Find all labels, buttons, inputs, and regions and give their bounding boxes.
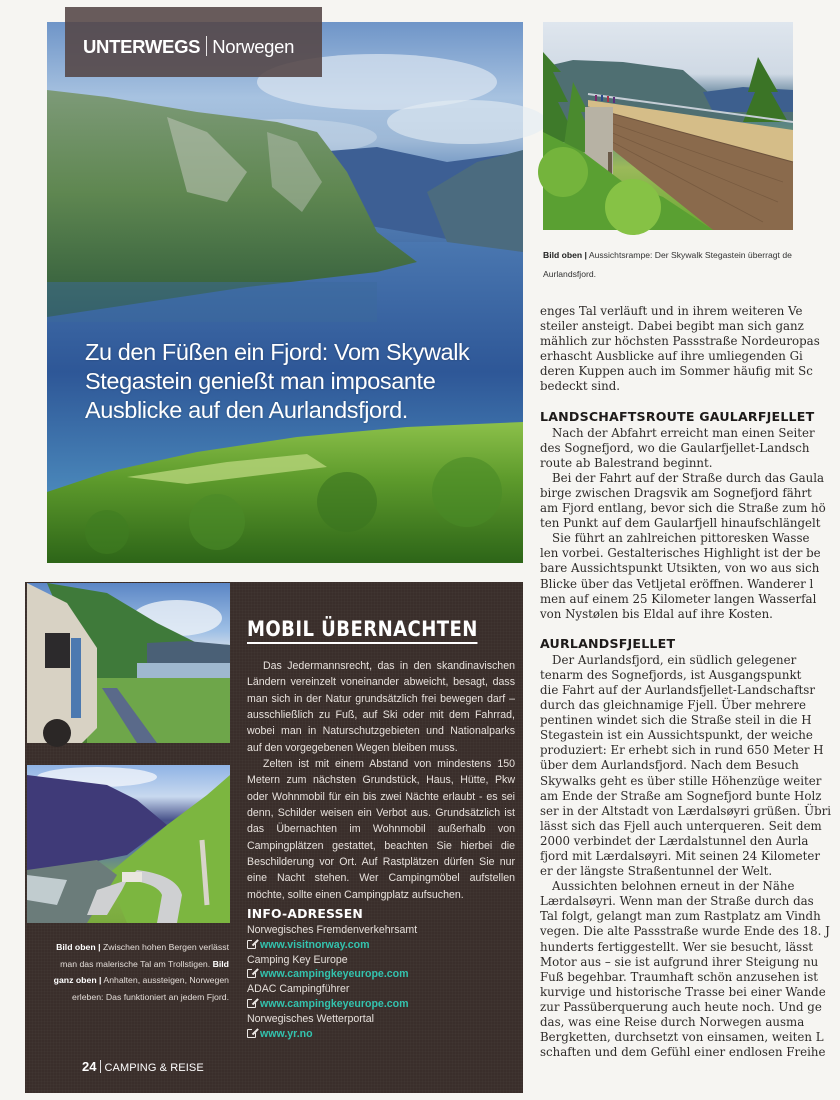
section-topic: Norwegen [212, 36, 295, 57]
text-line: 2000 verbindet der Lærdalstunnel den Aurla [540, 833, 809, 848]
text-line: Lærdalsøyri. Wenn man der Straße durch das [540, 894, 814, 909]
caption-label: Bild oben | [543, 250, 587, 260]
info-link-row[interactable] [247, 1027, 517, 1042]
text-line: Der Aurlandsfjord, ein südlich gelegener [552, 652, 797, 667]
caption-text: Anhalten, aussteigen, Norwegen erleben: Das funktioniert an jedem Fjord. [72, 975, 229, 1002]
page-number: 24 [82, 1059, 97, 1074]
text-line: birge zwischen Dragsvik am Sognefjord fährt [540, 485, 812, 500]
text-line: er der längste Straßentunnel der Welt. [540, 864, 773, 879]
text-line: über dem Aurlandsfjord. Nach dem Besuch [540, 758, 799, 773]
text-line: zur Passüberquerung auch heute noch. Und ge [540, 999, 822, 1014]
caption-text: Zwischen hohen Bergen verlässt man das malerische Tal am Trollstigen. [60, 942, 229, 969]
info-link-row[interactable] [247, 997, 517, 1012]
external-link-icon [247, 1029, 256, 1038]
caption-label: Bild oben | [56, 942, 101, 952]
info-link[interactable]: www.yr.no [260, 1027, 313, 1040]
text-line: Aussichten belohnen erneut in der Nähe [552, 879, 795, 894]
info-link-row[interactable] [247, 967, 517, 982]
box-title: MOBIL ÜBERNACHTEN [247, 617, 478, 644]
text-line: pentinen windet sich die Straße steil in die H [540, 713, 812, 728]
caption-text-continued: Aurlandsfjord. [543, 269, 597, 279]
text-line: men auf einem 25 Kilometer langen Wasserfal [540, 591, 817, 606]
right-column-article [540, 304, 840, 1060]
text-line: kurvige und historische Trasse bei einer Wande [540, 984, 826, 999]
camper-illustration [27, 583, 230, 743]
footer-divider [100, 1060, 101, 1073]
caption-text: Aussichtsrampe: Der Skywalk Stegastein überragt de [588, 250, 792, 260]
paragraph [540, 653, 840, 879]
text-line: ser in der Altstadt von Lærdalsøyri grüßen. Übri [540, 803, 832, 818]
text-line: Tal folgt, gelangt man zum Rastplatz am Vindh [540, 909, 821, 924]
skywalk-caption [543, 246, 800, 284]
section-heading-gaularfjellet: LANDSCHAFTSROUTE GAULARFJELLET [540, 408, 815, 424]
skywalk-illustration [543, 22, 793, 230]
text-line: deren Kuppen auch im Sommer häufig mit Sc [540, 364, 813, 379]
info-link[interactable]: www.campingkeyeurope.com [260, 997, 409, 1010]
text-line: hunderts fertiggestellt. Wer sie besucht, lässt [540, 939, 814, 954]
text-line: Fuß begehbar. Traumhaft schön anzusehen ist [540, 969, 818, 984]
road-illustration [27, 765, 230, 923]
paragraph [540, 471, 840, 531]
trollstigen-photo [27, 765, 230, 923]
text-line: Bergketten, durchsetzt von einsamen, weiten L [540, 1030, 824, 1045]
text-line: steiler ansteigt. Dabei begibt man sich ganz [540, 319, 804, 334]
text-line: mählich zur höchsten Passstraße Nordeuropas [540, 334, 820, 349]
external-link-icon [247, 999, 256, 1008]
text-line: tenarm des Sognefjords, ist Ausgangspunkt [540, 667, 802, 682]
caption-label: Bild ganz oben | [53, 958, 229, 985]
info-org: Norwegisches Wetterportal [247, 1012, 374, 1025]
text-line: route ab Balestrand beginnt. [540, 455, 713, 470]
paragraph [540, 531, 840, 622]
text-line: bedeckt sind. [540, 379, 621, 394]
info-address-list [247, 923, 517, 1041]
text-line: ten Punkt auf dem Gaularfjell hinaufschlängelt [540, 516, 821, 531]
text-line: bare Aussichtspunkt Utsikten, von wo aus sich [540, 561, 820, 576]
info-link[interactable]: www.visitnorway.com [260, 938, 370, 951]
text-line: fjord mit Lærdalsøyri. Mit seinen 24 Kilometer [540, 849, 820, 863]
text-line: produziert: Er erhebt sich in rund 650 Meter H [540, 743, 824, 758]
camper-photo [27, 583, 230, 743]
text-line: vegen. Die alte Passstraße wurde Ende des 18. J [540, 924, 830, 939]
fjord-illustration [47, 22, 523, 563]
page-footer [82, 1058, 204, 1076]
box-body [247, 658, 515, 903]
info-org: ADAC Campingführer [247, 983, 350, 996]
text-line: Stegastein ist ein Aussichtspunkt, der weiche [540, 728, 813, 743]
text-line: Bei der Fahrt auf der Straße durch das Gaula [552, 470, 825, 485]
hero-photo [47, 22, 523, 563]
text-line: Blicke über das Vetljetal eröffnen. Wanderer l [540, 576, 814, 591]
text-line: Skywalks geht es über stille Höhenzüge weiter [540, 773, 822, 788]
paragraph [540, 879, 840, 1060]
external-link-icon [247, 940, 256, 949]
info-org: Norwegisches Fremdenverkehrsamt [247, 924, 418, 936]
intro-paragraph [540, 304, 840, 395]
text-line: am Ende der Straße am Sognefjord bunte Holz [540, 788, 822, 803]
header-divider [206, 36, 207, 56]
text-line: len vorbei. Gestalterisches Highlight ist der be [540, 546, 821, 561]
section-header [83, 36, 294, 58]
text-line: das, was eine Reise durch Norwegen ausma [540, 1015, 805, 1030]
hero-caption: Zu den Füßen ein Fjord: Vom Skywalk Stegastein genießt man imposante Ausblicke auf den Aurlandsfjord. [85, 339, 470, 423]
box-paragraph: Zelten ist mit einem Abstand von mindestens 150 Metern zum nächsten Grundstück, Haus, Hütte, Pkw oder Wohnmobil für ein bis zwei Nächte erlaubt - es sei denn, Schilder weisen ein Verbot aus. Grundsätzlich ist das Übernachten im Wohnmobil außerhalb von Campingplätzen gestattet, beachten Sie hierbei die Beschilderung vor Ort. Auf Rastplätzen dürfen Sie nur eine Nacht stehen. Wer Campingmöbel aufstellen möchte, sollte einen Campingplatz aufsuchen. [247, 758, 515, 901]
section-heading-aurlandsfjellet: AURLANDSFJELLET [540, 635, 676, 651]
text-line: Nach der Abfahrt erreicht man einen Seiter [552, 425, 815, 440]
text-line: durch das gleichnamige Fjell. Über mehrere [540, 698, 807, 713]
text-line: von Nystølen bis Eldal auf ihre Kosten. [540, 606, 773, 621]
text-line: schaften und dem Gefühl einer endlosen Freihe [540, 1045, 826, 1060]
box-photo-caption [40, 939, 229, 1005]
text-line: am Fjord entlang, bevor sich die Straße zum hö [540, 501, 826, 516]
text-line: Motor aus – sie ist aufgrund ihrer Steigung nu [540, 954, 819, 969]
text-line: Sie führt an zahlreichen pittoresken Wasse [552, 531, 810, 546]
section-label: UNTERWEGS [83, 36, 201, 57]
paragraph [540, 426, 840, 471]
text-line: die Fahrt auf der Aurlandsfjellet-Landschaftsr [540, 682, 816, 697]
box-paragraph: Das Jedermannsrecht, das in den skandinavischen Ländern vereinzelt voneinander abweicht, besagt, dass man sich in der Natur grundsätzlich frei bewegen darf – ausschließlich zu Fuß, auf Ski oder mit dem Fahrrad, wobei man in Naturschutzgebieten und Nationalparks auf den vorgegebenen Wegen bleiben muss. [247, 660, 515, 754]
info-link-row[interactable] [247, 938, 517, 953]
external-link-icon [247, 969, 256, 978]
info-org: Camping Key Europe [247, 953, 348, 966]
text-line: lässt sich das Fjell auch unterqueren. Seit dem [540, 818, 822, 833]
skywalk-photo [543, 22, 793, 230]
text-line: enges Tal verläuft und in ihrem weiteren Ve [540, 304, 803, 318]
info-link[interactable]: www.campingkeyeurope.com [260, 968, 409, 981]
publication-name: CAMPING & REISE [104, 1062, 204, 1074]
text-line: erhascht Ausblicke auf ihre umliegenden Gi [540, 349, 803, 364]
text-line: des Sognefjord, wo die Gaularfjellet-Landsch [540, 440, 810, 455]
info-heading: INFO-ADRESSEN [247, 906, 363, 921]
